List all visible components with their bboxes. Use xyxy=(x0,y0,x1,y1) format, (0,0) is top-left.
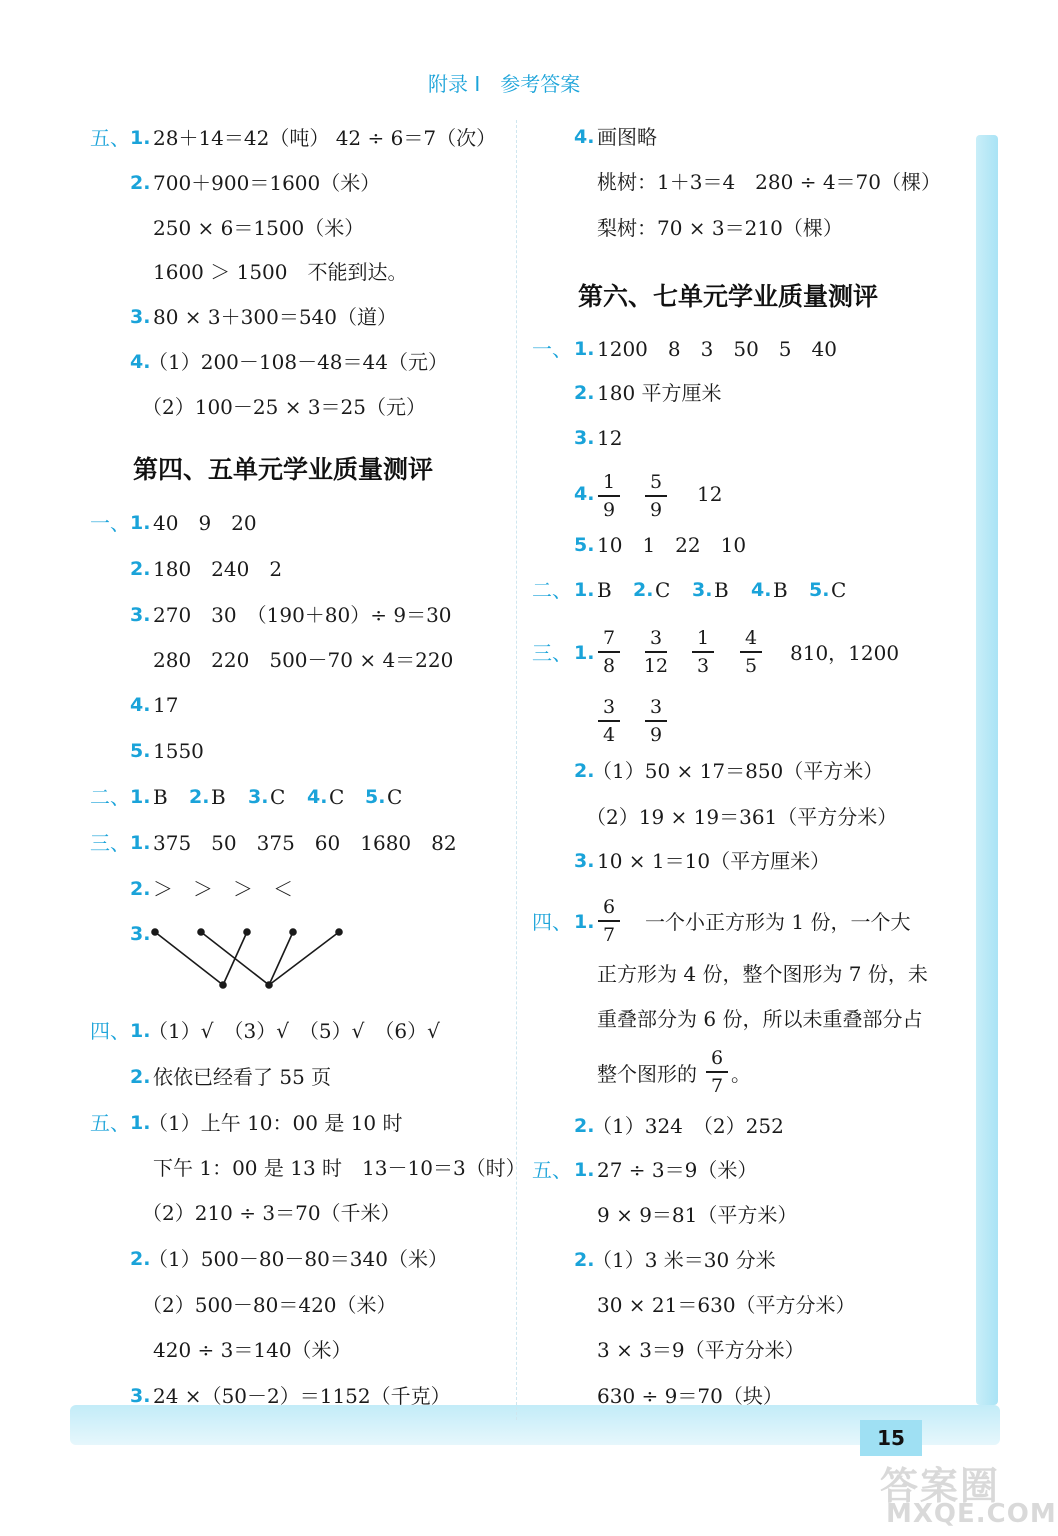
choice-answer: C xyxy=(387,785,403,809)
item-number: 2. xyxy=(130,1066,151,1088)
answer-line: 正方形为 4 份，整个图形为 7 份，未 xyxy=(597,962,928,986)
section-title: 第六、七单元学业质量测评 xyxy=(578,282,879,311)
item-number: 2. xyxy=(130,878,151,900)
choice-answer: B xyxy=(714,578,729,602)
item-number: 1. xyxy=(574,642,595,664)
answer-line: 375 50 375 60 1680 82 xyxy=(153,831,457,855)
answer-line: （2）100－25 × 3＝25（元） xyxy=(142,395,426,419)
answer-line: 24 ×（50－2）＝1152（千克） xyxy=(153,1384,451,1408)
answer-line: 30 × 21＝630（平方分米） xyxy=(597,1293,856,1317)
answer-line: 10 × 1＝10（平方厘米） xyxy=(597,849,831,873)
item-number: 3. xyxy=(130,604,151,626)
answer-line: 420 ÷ 3＝140（米） xyxy=(153,1338,352,1362)
answer-line: 270 30 （190＋80）÷ 9＝30 xyxy=(153,603,452,627)
section-label: 一、 xyxy=(532,337,572,361)
fraction: 1 3 xyxy=(690,627,716,677)
item-number: 2. xyxy=(130,1248,151,1270)
answer-line: ＞ ＞ ＞ ＜ xyxy=(153,877,293,901)
section-label: 二、 xyxy=(532,578,572,602)
answer-line: 12 xyxy=(697,482,723,506)
section-label: 五、 xyxy=(90,126,130,150)
choice-answer: B xyxy=(153,785,168,809)
item-number: 1. xyxy=(130,832,151,854)
answer-line: 重叠部分为 6 份，所以未重叠部分占 xyxy=(597,1007,923,1031)
answer-line: 3 × 3＝9（平方分米） xyxy=(597,1338,805,1362)
item-number: 4. xyxy=(130,694,151,716)
answer-line: 画图略 xyxy=(597,125,657,149)
item-number: 3. xyxy=(692,579,713,601)
answer-line: 27 ÷ 3＝9（米） xyxy=(597,1158,758,1182)
item-number: 1. xyxy=(130,1020,151,1042)
answer-line: 整个图形的 xyxy=(597,1062,697,1086)
section-label: 五、 xyxy=(532,1158,572,1182)
item-number: 1. xyxy=(130,786,151,808)
answer-line: 一个小正方形为 1 份，一个大 xyxy=(645,910,911,934)
fraction: 3 9 xyxy=(643,696,669,746)
item-number: 1. xyxy=(574,579,595,601)
item-number: 2. xyxy=(574,1249,595,1271)
answer-line: （1）500－80－80＝340（米） xyxy=(148,1247,448,1271)
answer-line: （1）√ （3）√ （5）√ （6）√ xyxy=(148,1019,440,1043)
right-edge-decoration xyxy=(976,135,998,1405)
fraction: 1 9 xyxy=(596,471,622,521)
section-label: 五、 xyxy=(90,1111,130,1135)
answer-line: 80 × 3＋300＝540（道） xyxy=(153,305,397,329)
item-number: 4. xyxy=(307,786,328,808)
answer-line: 810，1200 xyxy=(790,641,900,665)
answer-line: 桃树：1＋3＝4 280 ÷ 4＝70（棵） xyxy=(597,170,941,194)
item-number: 4. xyxy=(751,579,772,601)
item-number: 1. xyxy=(574,338,595,360)
item-number: 3. xyxy=(130,306,151,328)
item-number: 1. xyxy=(574,1159,595,1181)
fraction: 4 5 xyxy=(738,627,764,677)
choice-answer: C xyxy=(831,578,847,602)
answer-line: （1）3 米＝30 分米 xyxy=(592,1248,776,1272)
page-header: 附录 I 参考答案 xyxy=(428,72,581,96)
section-label: 四、 xyxy=(90,1019,130,1043)
answer-line: 1550 xyxy=(153,739,204,763)
item-number: 3. xyxy=(130,923,151,945)
item-number: 2. xyxy=(130,172,151,194)
section-label: 二、 xyxy=(90,785,130,809)
item-number: 2. xyxy=(189,786,210,808)
answer-line: （2）500－80＝420（米） xyxy=(142,1293,397,1317)
answer-line: 梨树：70 × 3＝210（棵） xyxy=(597,216,843,240)
choice-answer: B xyxy=(211,785,226,809)
answer-line: （1）50 × 17＝850（平方米） xyxy=(592,759,884,783)
answer-line: 1600 ＞ 1500 不能到达。 xyxy=(153,260,408,284)
choice-answer: B xyxy=(597,578,612,602)
choice-answer: C xyxy=(270,785,286,809)
item-number: 1. xyxy=(130,512,151,534)
item-number: 2. xyxy=(574,382,595,404)
item-number: 3. xyxy=(248,786,269,808)
answer-line: 9 × 9＝81（平方米） xyxy=(597,1203,798,1227)
item-number: 5. xyxy=(809,579,830,601)
answer-line: 28＋14＝42（吨） 42 ÷ 6＝7（次） xyxy=(153,126,497,150)
answer-line: 下午 1：00 是 13 时 13－10＝3（时） xyxy=(153,1156,526,1180)
item-number: 3. xyxy=(574,427,595,449)
answer-line: 280 220 500－70 × 4＝220 xyxy=(153,648,454,672)
watermark-logo xyxy=(880,1455,1057,1533)
item-number: 4. xyxy=(574,483,595,505)
choice-answer: C xyxy=(655,578,671,602)
fraction: 6 7 xyxy=(704,1047,730,1097)
answer-line: 依依已经看了 55 页 xyxy=(153,1065,332,1089)
watermark-text: 答案圈 xyxy=(880,1464,1001,1508)
answer-line: （2）19 × 19＝361（平方分米） xyxy=(586,805,898,829)
section-title: 第四、五单元学业质量测评 xyxy=(133,455,434,484)
answer-line: 180 平方厘米 xyxy=(597,381,722,405)
item-number: 2. xyxy=(130,558,151,580)
item-number: 1. xyxy=(130,1112,151,1134)
item-number: 4. xyxy=(130,351,151,373)
fraction: 3 12 xyxy=(643,627,669,677)
answer-line: 1200 8 3 50 5 40 xyxy=(597,337,837,361)
answer-line: （1）324 （2）252 xyxy=(592,1114,784,1138)
item-number: 5. xyxy=(130,740,151,762)
fraction: 3 4 xyxy=(596,696,622,746)
item-number: 3. xyxy=(574,850,595,872)
item-number: 1. xyxy=(574,911,595,933)
answer-line: （1）200－108－48＝44（元） xyxy=(148,350,448,374)
answer-line: 10 1 22 10 xyxy=(597,533,747,557)
item-number: 2. xyxy=(633,579,654,601)
fraction: 7 8 xyxy=(596,627,622,677)
section-label: 四、 xyxy=(532,910,572,934)
answer-line: （1）上午 10：00 是 10 时 xyxy=(148,1111,403,1135)
answer-line: 40 9 20 xyxy=(153,511,257,535)
item-number: 5. xyxy=(574,534,595,556)
section-label: 一、 xyxy=(90,511,130,535)
answer-line: 。 xyxy=(731,1062,751,1086)
answer-line: （2）210 ÷ 3＝70（千米） xyxy=(142,1201,401,1225)
fraction: 6 7 xyxy=(596,896,622,946)
watermark-url: MXQE.COM xyxy=(886,1499,1057,1529)
section-label: 三、 xyxy=(90,831,130,855)
answer-line: 700＋900＝1600（米） xyxy=(153,171,381,195)
choice-answer: C xyxy=(329,785,345,809)
item-number: 2. xyxy=(574,760,595,782)
choice-answer: B xyxy=(773,578,788,602)
answer-line: 250 × 6＝1500（米） xyxy=(153,216,365,240)
column-divider xyxy=(516,120,518,1420)
item-number: 2. xyxy=(574,1115,595,1137)
item-number: 4. xyxy=(574,126,595,148)
item-number: 1. xyxy=(130,127,151,149)
answer-line: 630 ÷ 9＝70（块） xyxy=(597,1384,783,1408)
answer-line: 12 xyxy=(597,426,623,450)
answer-line: 17 xyxy=(153,693,179,717)
item-number: 3. xyxy=(130,1385,151,1407)
page-number: 15 xyxy=(860,1420,922,1456)
section-label: 三、 xyxy=(532,641,572,665)
fraction: 5 9 xyxy=(643,471,669,521)
matching-lines-diagram xyxy=(145,922,355,992)
item-number: 5. xyxy=(365,786,386,808)
answer-line: 180 240 2 xyxy=(153,557,283,581)
